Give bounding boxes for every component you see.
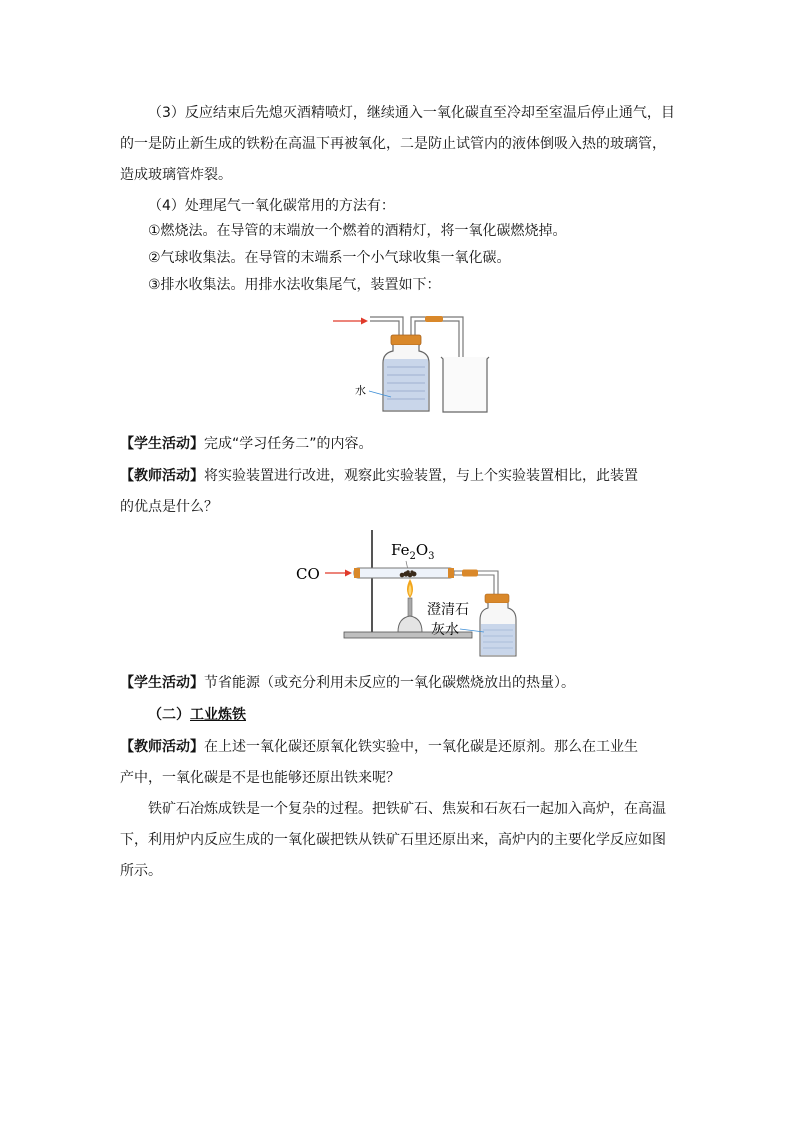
rubber-connector: [425, 316, 443, 322]
improved-apparatus-figure: [292, 528, 524, 668]
method-2: ②气球收集法。在导管的末端系一个小气球收集一氧化碳。: [148, 250, 511, 266]
student-activity-2: [120, 673, 575, 693]
teacher-activity-tag: 【教师活动】: [120, 739, 204, 755]
section-prefix: （二）: [148, 707, 190, 723]
stopper: [391, 335, 421, 345]
student-activity-tag: 【学生活动】: [120, 675, 204, 691]
arrow-head: [345, 570, 352, 577]
bottle-stopper: [485, 594, 509, 603]
method-3: ③排水收集法。用排水法收集尾气，装置如下：: [148, 277, 441, 293]
limewater-label-line1: 澄清石: [427, 602, 469, 618]
para3-line1: （3）反应结束后先熄灭酒精喷灯，继续通入一氧化碳直至冷却至室温后停止通气，目: [148, 105, 675, 121]
bottle-water: [384, 359, 428, 410]
section-heading: [148, 705, 246, 725]
fe2o3-label: $Fe_2O_3$: [391, 541, 435, 562]
teacher-activity-line1: 将实验装置进行改进，观察此实验装置，与上个实验装置相比，此装置: [204, 468, 638, 484]
beaker: [441, 357, 489, 412]
method-1: ①燃烧法。在导管的末端放一个燃着的酒精灯，将一氧化碳燃烧掉。: [148, 223, 567, 239]
para5-line2: 下，利用炉内反应生成的一氧化碳把铁从铁矿石里还原出来，高炉内的主要化学反应如图: [120, 832, 666, 848]
teacher-activity-line2: 的优点是什么？: [120, 499, 218, 515]
limewater: [481, 624, 515, 655]
para3-line3: 造成玻璃管炸裂。: [120, 167, 232, 183]
co-label: CO: [296, 565, 320, 583]
alcohol-burner: [398, 616, 422, 632]
teacher-activity-2: [120, 737, 638, 757]
tube-stopper-left: [354, 568, 360, 578]
section-title: 工业炼铁: [190, 707, 246, 723]
water-collection-figure: [325, 305, 495, 417]
rubber-connector: [462, 570, 478, 577]
limewater-label-line2: 灰水: [431, 622, 459, 638]
student-activity-tag: 【学生活动】: [120, 436, 204, 452]
student-activity-text: 完成“学习任务二”的内容。: [204, 436, 373, 452]
student-activity-text: 节省能源（或充分利用未反应的一氧化碳燃烧放出的热量）。: [204, 675, 575, 691]
tube-stopper-right: [448, 568, 454, 578]
para3-line2: 的一是防止新生成的铁粉在高温下再被氧化，二是防止试管内的液体倒吸入热的玻璃管，: [120, 136, 666, 152]
para4-title: （4）处理尾气一氧化碳常用的方法有：: [148, 198, 395, 214]
teacher-activity-2-line2: 产中，一氧化碳是不是也能够还原出铁来呢？: [120, 770, 400, 786]
burner-neck: [408, 598, 412, 618]
teacher-activity-tag: 【教师活动】: [120, 468, 204, 484]
water-label: 水: [355, 384, 366, 397]
teacher-activity-line1: 在上述一氧化碳还原氧化铁实验中，一氧化碳是还原剂。那么在工业生: [204, 739, 638, 755]
para5-line3: 所示。: [120, 863, 162, 879]
para5-line1: 铁矿石冶炼成铁是一个复杂的过程。把铁矿石、焦炭和石灰石一起加入高炉，在高温: [148, 801, 666, 817]
student-activity-1: [120, 434, 373, 454]
arrow-head: [361, 318, 368, 325]
teacher-activity-1: [120, 466, 638, 486]
